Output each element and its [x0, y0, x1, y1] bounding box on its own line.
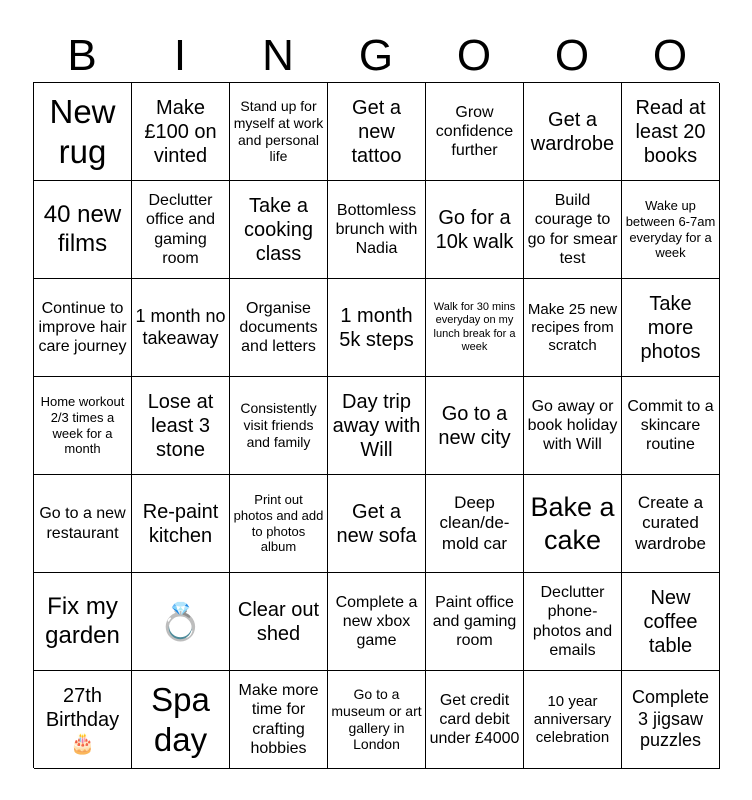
cell-text: Paint office and gaming room: [432, 593, 517, 650]
header-letter: O: [652, 31, 688, 80]
bingo-cell[interactable]: [328, 377, 426, 475]
bingo-cell[interactable]: [34, 475, 132, 573]
bingo-cell[interactable]: [132, 83, 230, 181]
cell-text: Grow confidence further: [435, 103, 514, 160]
cell-text: Spa day: [151, 680, 210, 758]
bingo-cell[interactable]: [622, 377, 720, 475]
bingo-cell[interactable]: [132, 181, 230, 279]
cell-text: Complete 3 jigsaw puzzles: [631, 687, 710, 751]
cell-text: Fix my garden: [45, 592, 120, 649]
cell-text: Lose at least 3 stone: [147, 390, 214, 461]
bingo-header: [33, 30, 719, 82]
cell-text: Bottomless brunch with Nadia: [335, 201, 418, 258]
cell-text: Take a cooking class: [244, 194, 313, 265]
cell-text: 1 month no takeaway: [135, 305, 226, 348]
header-letter: O: [554, 31, 590, 80]
bingo-cell[interactable]: [34, 83, 132, 181]
bingo-cell[interactable]: [622, 573, 720, 671]
bingo-cell[interactable]: [524, 573, 622, 671]
cell-text: Get a new tattoo: [351, 96, 402, 167]
cell-text: Deep clean/de-mold car: [439, 492, 510, 553]
bingo-cell[interactable]: [328, 83, 426, 181]
bingo-cell[interactable]: [524, 279, 622, 377]
cell-text: Continue to improve hair care journey: [38, 299, 127, 356]
bingo-cell[interactable]: [132, 671, 230, 769]
cell-text: Go to a museum or art gallery in London: [331, 685, 422, 753]
bingo-cell[interactable]: [230, 573, 328, 671]
bingo-cell[interactable]: [328, 573, 426, 671]
cell-text: Bake a cake: [530, 492, 615, 555]
cell-text: Clear out shed: [237, 598, 320, 645]
cell-text: Make more time for crafting hobbies: [238, 682, 319, 757]
cell-text: Consistently visit friends and family: [240, 400, 317, 450]
cell-text: Make 25 new recipes from scratch: [527, 300, 618, 354]
cell-text: Get a wardrobe: [530, 108, 615, 155]
bingo-cell[interactable]: [34, 671, 132, 769]
ring-icon: 💍: [158, 600, 203, 642]
cell-text: Take more photos: [640, 292, 701, 363]
cell-text: Home workout 2/3 times a week for a month: [40, 394, 125, 457]
bingo-cell[interactable]: [622, 475, 720, 573]
cell-text: Wake up between 6-7am everyday for a week: [625, 198, 716, 261]
bingo-cell[interactable]: [524, 83, 622, 181]
cell-text: Get a new sofa: [336, 500, 417, 547]
cell-text: Go to a new city: [438, 402, 511, 449]
bingo-cell[interactable]: [132, 279, 230, 377]
cell-text: Walk for 30 mins everyday on my lunch break for a week: [433, 301, 516, 353]
cell-text: Declutter office and gaming room: [145, 192, 216, 267]
cell-text: Declutter phone-photos and emails: [532, 584, 613, 659]
bingo-cell[interactable]: [524, 377, 622, 475]
bingo-cell[interactable]: [524, 181, 622, 279]
bingo-cell[interactable]: [426, 475, 524, 573]
header-letter: N: [262, 31, 294, 80]
cell-text: New coffee table: [643, 586, 698, 657]
bingo-cell[interactable]: [622, 671, 720, 769]
bingo-cell[interactable]: [34, 279, 132, 377]
bingo-cell[interactable]: [328, 181, 426, 279]
cell-text: 40 new films: [43, 200, 122, 257]
bingo-cell[interactable]: [426, 279, 524, 377]
cell-text: 10 year anniversary celebration: [533, 692, 612, 746]
cell-text: Day trip away with Will: [332, 390, 421, 461]
bingo-cell[interactable]: [34, 181, 132, 279]
bingo-cell[interactable]: [34, 377, 132, 475]
bingo-grid: [33, 82, 719, 768]
header-letter: I: [173, 31, 187, 80]
bingo-cell[interactable]: [426, 377, 524, 475]
header-letter: B: [67, 31, 97, 80]
cell-text: Get credit card debit under £4000: [429, 691, 520, 748]
cell-text: Read at least 20 books: [635, 96, 706, 167]
bingo-cell[interactable]: [132, 377, 230, 475]
cell-text: Re-paint kitchen: [142, 500, 219, 547]
cell-text: Go away or book holiday with Will: [527, 397, 618, 454]
cell-text: Commit to a skincare routine: [627, 397, 714, 454]
cell-text: New rug: [49, 92, 116, 170]
bingo-cell[interactable]: [230, 475, 328, 573]
bingo-cell[interactable]: [328, 279, 426, 377]
header-letter: O: [456, 31, 492, 80]
bingo-cell[interactable]: [426, 181, 524, 279]
cell-text: Print out photos and add to photos album: [233, 492, 324, 555]
bingo-cell[interactable]: [230, 83, 328, 181]
bingo-cell[interactable]: [328, 475, 426, 573]
bingo-cell[interactable]: [132, 475, 230, 573]
bingo-cell[interactable]: [230, 279, 328, 377]
cell-text: Go to a new restaurant: [39, 505, 126, 542]
cell-text: 1 month 5k steps: [339, 304, 414, 351]
bingo-cell[interactable]: [230, 671, 328, 769]
header-letter: G: [358, 31, 394, 80]
cell-text: Build courage to go for smear test: [527, 192, 618, 267]
cell-text: Create a curated wardrobe: [635, 492, 706, 553]
bingo-cell[interactable]: [426, 573, 524, 671]
cell-text: Stand up for myself at work and personal life: [233, 97, 324, 165]
bingo-cell[interactable]: [132, 573, 230, 671]
cell-text: Make £100 on vinted: [144, 96, 217, 167]
bingo-cell[interactable]: [524, 671, 622, 769]
bingo-cell[interactable]: [328, 671, 426, 769]
cell-text: 27th Birthday 🎂: [45, 684, 120, 755]
bingo-cell[interactable]: [34, 573, 132, 671]
bingo-cell[interactable]: [230, 377, 328, 475]
bingo-cell[interactable]: [622, 181, 720, 279]
cell-text: Complete a new xbox game: [335, 593, 418, 650]
bingo-cell[interactable]: [622, 279, 720, 377]
bingo-cell[interactable]: [622, 83, 720, 181]
bingo-cell[interactable]: [230, 181, 328, 279]
bingo-cell[interactable]: [426, 83, 524, 181]
cell-text: Go for a 10k walk: [435, 206, 514, 253]
bingo-cell[interactable]: [524, 475, 622, 573]
bingo-cell[interactable]: [426, 671, 524, 769]
cell-text: Organise documents and letters: [239, 299, 318, 356]
